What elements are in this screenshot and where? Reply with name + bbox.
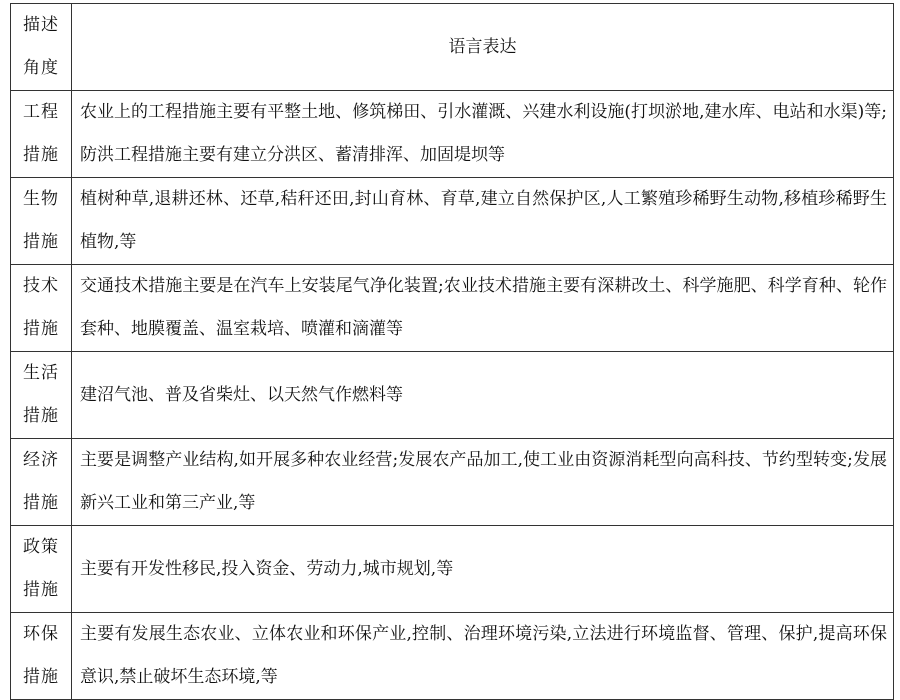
description-cell: 主要是调整产业结构,如开展多种农业经营;发展农产品加工,使工业由资源消耗型向高科技、节约型转变;发展新兴工业和第三产业,等: [72, 439, 894, 526]
angle-cell: [11, 178, 72, 265]
angle-line-2: 措施: [23, 145, 59, 165]
header-angle-line-2: 角度: [23, 58, 59, 78]
angle-line-1: 工程: [23, 102, 59, 122]
angle-line-1: 生物: [23, 189, 59, 209]
angle-line-2: 措施: [23, 319, 59, 339]
angle-line-1: 生活: [23, 363, 59, 383]
table-row: [11, 352, 894, 439]
header-expression-cell: 语言表达: [72, 4, 894, 91]
measures-table: [10, 3, 894, 700]
angle-line-2: 措施: [23, 493, 59, 513]
description-cell: 植树种草,退耕还林、还草,秸秆还田,封山育林、育草,建立自然保护区,人工繁殖珍稀野生动物,移植珍稀野生植物,等: [72, 178, 894, 265]
angle-cell: [11, 265, 72, 352]
angle-line-2: 措施: [23, 667, 59, 687]
table-row: [11, 265, 894, 352]
header-row: [11, 4, 894, 91]
angle-line-1: 政策: [23, 537, 59, 557]
header-angle-line-1: 描述: [23, 15, 59, 35]
description-cell: 主要有开发性移民,投入资金、劳动力,城市规划,等: [72, 526, 894, 613]
table-row: [11, 439, 894, 526]
angle-cell: [11, 352, 72, 439]
angle-line-2: 措施: [23, 406, 59, 426]
angle-cell: [11, 526, 72, 613]
header-angle-cell: [11, 4, 72, 91]
angle-line-2: 措施: [23, 580, 59, 600]
angle-line-1: 经济: [23, 450, 59, 470]
angle-cell: [11, 439, 72, 526]
table-row: [11, 178, 894, 265]
table-row: [11, 526, 894, 613]
description-cell: 建沼气池、普及省柴灶、以天然气作燃料等: [72, 352, 894, 439]
table-row: [11, 613, 894, 700]
angle-line-1: 环保: [23, 624, 59, 644]
angle-line-1: 技术: [23, 276, 59, 296]
angle-line-2: 措施: [23, 232, 59, 252]
angle-cell: [11, 613, 72, 700]
description-cell: 交通技术措施主要是在汽车上安装尾气净化装置;农业技术措施主要有深耕改土、科学施肥、科学育种、轮作套种、地膜覆盖、温室栽培、喷灌和滴灌等: [72, 265, 894, 352]
description-cell: 主要有发展生态农业、立体农业和环保产业,控制、治理环境污染,立法进行环境监督、管理、保护,提高环保意识,禁止破坏生态环境,等: [72, 613, 894, 700]
table-row: [11, 91, 894, 178]
angle-cell: [11, 91, 72, 178]
description-cell: 农业上的工程措施主要有平整土地、修筑梯田、引水灌溉、兴建水利设施(打坝淤地,建水库、电站和水渠)等;防洪工程措施主要有建立分洪区、蓄清排浑、加固堤坝等: [72, 91, 894, 178]
